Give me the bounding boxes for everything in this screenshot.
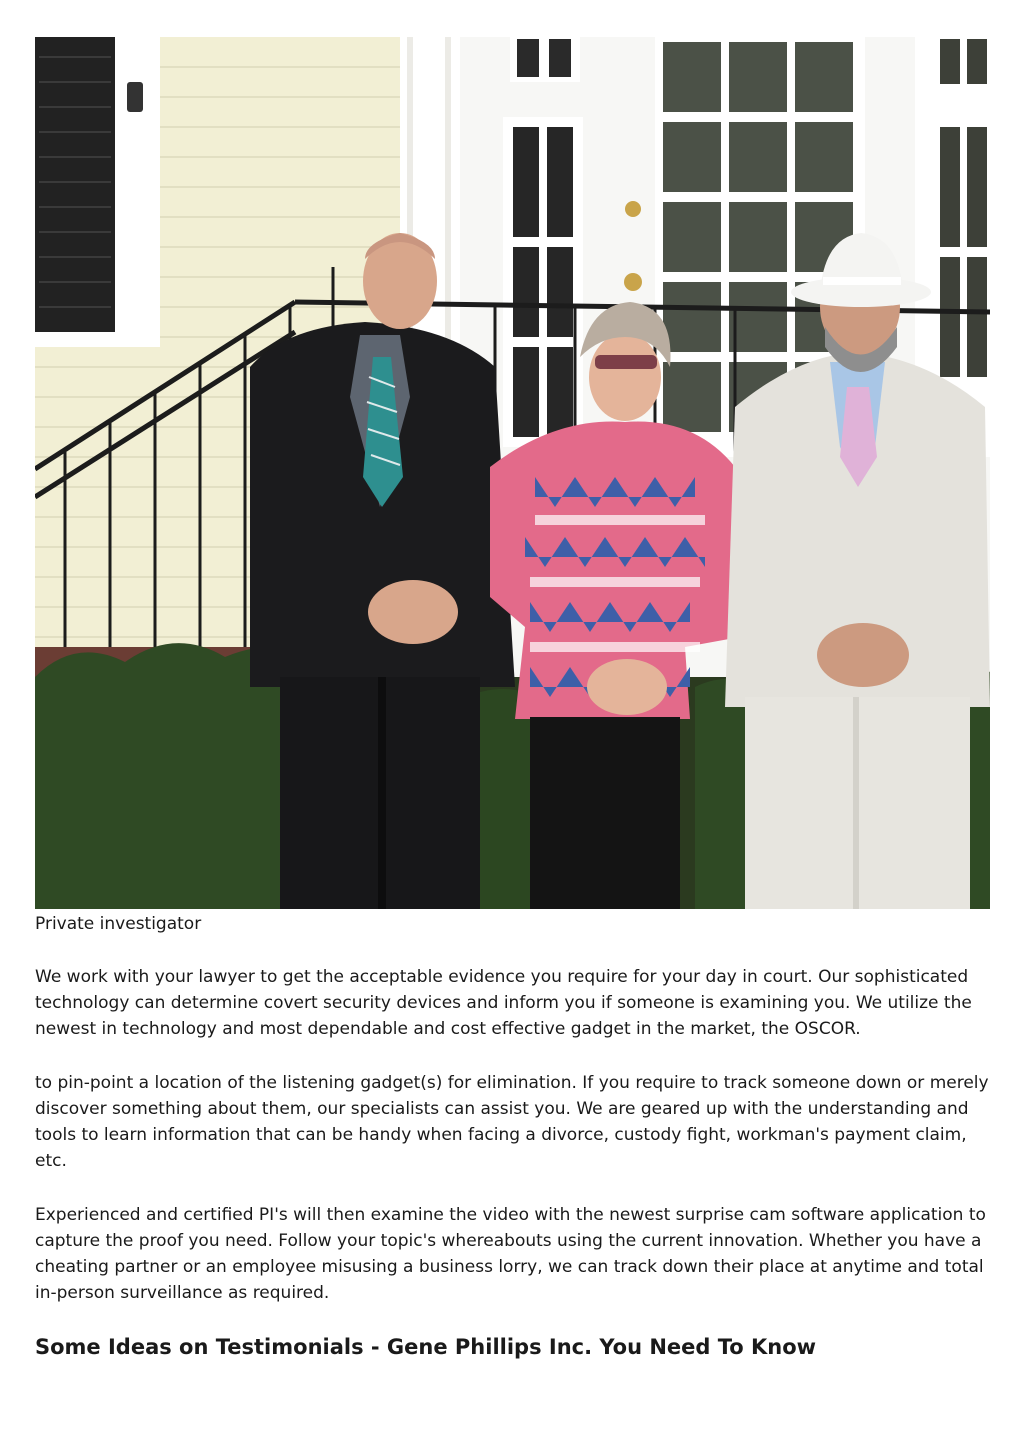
photo-caption: Private investigator: [35, 914, 202, 934]
paragraph-2: to pin-point a location of the listening gadget(s) for elimination. If you require to track someone down or merely discover something about them, our specialists can assist you. We are geared up with the understanding and tools to learn information that can be handy when facing a divorce, custody fight, workman's payment claim, etc.: [35, 1073, 989, 1171]
paragraph-1: We work with your lawyer to get the acceptable evidence you require for your day in court. Our sophisticated technology can determine covert security devices and inform you if someone is examining you. We utilize the newest in technology and most dependable and cost effective gadget in the market, the OSCOR.: [35, 967, 972, 1039]
section-heading: Some Ideas on Testimonials - Gene Phillips Inc. You Need To Know: [35, 1335, 817, 1359]
door-knob: [625, 201, 641, 217]
lamp-fixture: [127, 82, 143, 112]
team-photo: [35, 37, 990, 909]
paragraph-3: Experienced and certified PI's will then examine the video with the newest surprise cam software application to capture the proof you need. Follow your topic's whereabouts using the current innovation. Whether you have a cheating partner or an employee misusing a business lorry, we can track down their place at anytime and total in-person surveillance as required.: [35, 1205, 986, 1303]
team-photo-illustration: [35, 37, 990, 909]
article: [35, 37, 990, 1362]
